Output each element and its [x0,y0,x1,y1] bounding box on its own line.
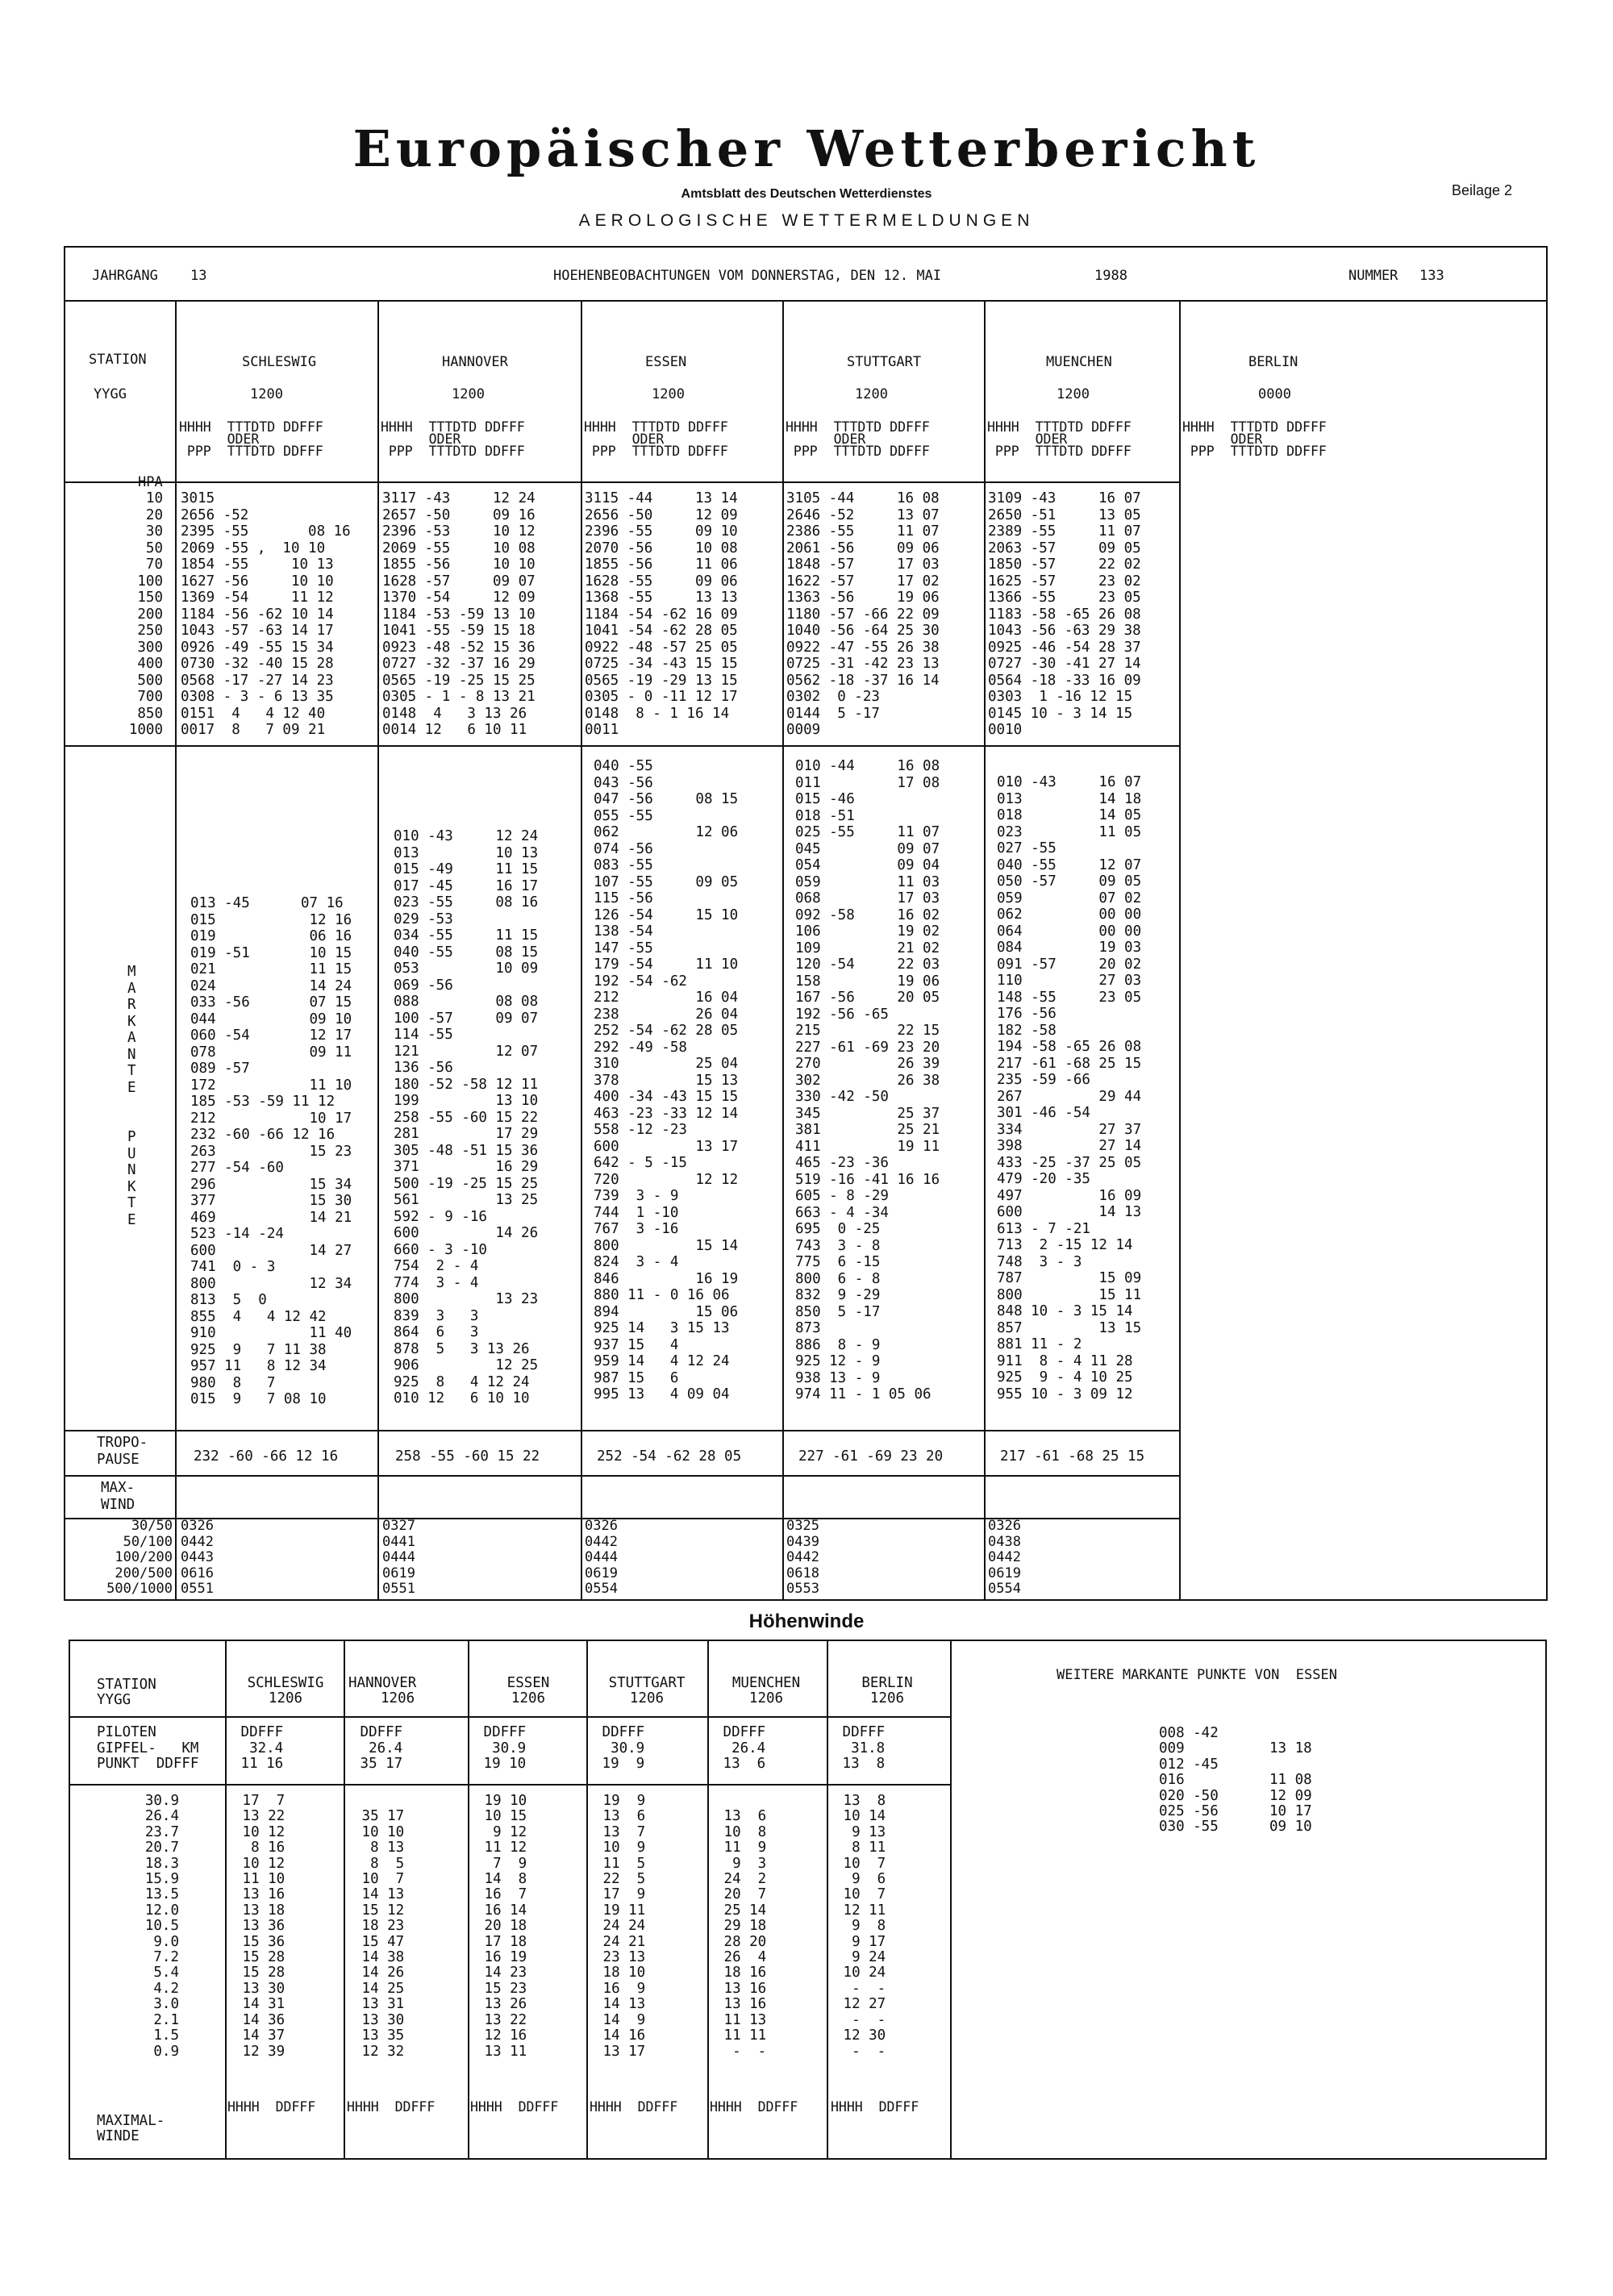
section-heading: AEROLOGISCHE WETTERMELDUNGEN [578,211,1035,230]
tropopause-hannover: 258 -55 -60 15 22 [395,1448,540,1465]
station-time-hannover: 1200 [452,386,485,402]
yygg-label: YYGG [94,386,127,402]
maxwind-muenchen: 0326 0438 0442 0619 0554 [988,1518,1021,1597]
markante-points-schleswig: 013 -45 07 16 015 12 16 019 06 16 019 -51 10 15 021 11 15 024 14 24 033 -56 07 15 044 09 10 060 -54 12 17 078 09 11 089 -57 172 11 10 185 -53 -59 11 12 212 10 17 232 -60 -66 12 16 263 15 23 277 -54 -60 296 15 34 377 15 30 469 14 21 523 -14 -24 600 14 27 741 0 - 3 800 12 34 813 5 0 855 4 4 12 42 910 11 40 925 9 7 11 38 957 11 8 12 34 980 8 7 015 9 7 08 10 [190,895,352,1407]
piloten-schleswig: DDFFF 32.4 11 16 [240,1724,284,1772]
standard-levels-hannover: 3117 -43 12 24 2657 -50 09 16 2396 -53 10 12 2069 -55 10 08 1855 -56 10 10 1628 -57 09 07 1370 -54 12 09 1184 -53 -59 13 10 1041 -55 -59 15 18 0923 -48 -52 15 36 0727 -32 -37 16 29 0565 -19 -25 15 25 0305 - 1 - 8 13 21 0148 4 3 13 26 0014 12 6 10 11 [382,490,536,738]
footer-cols-3: HHHH DDFFF [590,2099,678,2115]
station-name-berlin: BERLIN [1248,354,1298,370]
markante-points-hannover: 010 -43 12 24 013 10 13 015 -49 11 15 017 -45 16 17 023 -55 08 16 029 -53 034 -55 11 15 040 -55 08 15 053 10 09 069 -56 088 08 08 100 -57 09 07 114 -55 121 12 07 136 -56 180 -52 -58 12 11 199 13 10 258 -55 -60 15 22 281 17 29 305 -48 -51 15 36 371 16 29 500 -19 -25 15 25 561 13 25 592 - 9 -16 600 14 26 660 - 3 -10 754 2 - 4 774 3 - 4 800 13 23 839 3 3 864 6 3 878 5 3 13 26 906 12 25 925 8 4 12 24 010 12 6 10 10 [394,828,539,1406]
station-time-muenchen: 1200 [1057,386,1090,402]
tropopause-stuttgart: 227 -61 -69 23 20 [798,1448,944,1465]
footer-cols-5: HHHH DDFFF [831,2099,919,2115]
nummer-label: NUMMER [1348,268,1398,284]
station-label: STATION [89,352,147,368]
col-header-3: HHHH TTTDTD DDFFF ODER PPP TTTDTD DDFFF [786,419,930,459]
maxwind-schleswig: 0326 0442 0443 0616 0551 [181,1518,214,1597]
col-header-5: HHHH TTTDTD DDFFF ODER PPP TTTDTD DDFFF [1182,419,1327,459]
further-points-essen: 008 -42 009 13 18 012 -45 016 11 08 020 -50 12 09 025 -56 10 17 030 -55 09 10 [1159,1725,1312,1836]
col-header-4: HHHH TTTDTD DDFFF ODER PPP TTTDTD DDFFF [987,419,1132,459]
maxwind-hannover: 0327 0441 0444 0619 0551 [382,1518,415,1597]
station-time-schleswig: 1200 [250,386,283,402]
page-subtitle: Amtsblatt des Deutschen Wetterdienstes [681,187,932,201]
winds-station-essen: ESSEN 1206 [506,1675,550,1706]
winds-station-label: STATION YYGG [97,1677,156,1708]
piloten-berlin: DDFFF 31.8 13 8 [842,1724,886,1772]
page-title: Europäischer Wetterbericht [352,119,1261,178]
piloten-stuttgart: DDFFF 30.9 19 9 [602,1724,645,1772]
footer-cols-4: HHHH DDFFF [710,2099,798,2115]
maxwind-levels: 30/50 50/100 100/200 200/500 500/1000 [106,1518,173,1597]
col-header-2: HHHH TTTDTD DDFFF ODER PPP TTTDTD DDFFF [584,419,728,459]
winds-essen: 19 10 10 15 9 12 11 12 7 9 14 8 16 7 16 14 20 18 17 18 16 19 14 23 15 23 13 26 13 22 12 16 13 11 [484,1793,527,2060]
hpa-label: HPA [138,474,163,490]
winds-berlin: 13 8 10 14 9 13 8 11 10 7 9 6 10 7 12 11 9 8 9 17 9 24 10 24 - - 12 27 - - 12 30 - - [843,1793,886,2060]
piloten-muenchen: DDFFF 26.4 13 6 [723,1724,766,1772]
station-name-hannover: HANNOVER [442,354,508,370]
footer-cols-2: HHHH DDFFF [470,2099,559,2115]
piloten-essen: DDFFF 30.9 19 10 [483,1724,527,1772]
footer-cols-0: HHHH DDFFF [227,2099,316,2115]
piloten-hannover: DDFFF 26.4 35 17 [360,1724,403,1772]
winds-station-hannover: HANNOVER 1206 [348,1675,417,1706]
jahrgang-label: JAHRGANG [92,268,158,284]
pressure-levels: 10 20 30 50 70 100 150 200 250 300 400 500 700 850 1000 [128,490,163,738]
col-header-1: HHHH TTTDTD DDFFF ODER PPP TTTDTD DDFFF [381,419,525,459]
observation-date: HOEHENBEOBACHTUNGEN VOM DONNERSTAG, DEN 12. MAI [553,268,942,284]
winds-section-title: Höhenwinde [748,1611,865,1632]
info-row-divider [64,300,1548,302]
further-points-title: WEITERE MARKANTE PUNKTE VON ESSEN [1057,1667,1337,1683]
station-time-stuttgart: 1200 [855,386,888,402]
winds-hannover: 35 17 10 10 8 13 8 5 10 7 14 13 15 12 18 23 15 47 14 38 14 26 14 25 13 31 13 30 13 35 12 32 [361,1808,405,2060]
station-time-essen: 1200 [652,386,685,402]
standard-levels-essen: 3115 -44 13 14 2656 -50 12 09 2396 -55 09 10 2070 -56 10 08 1855 -56 11 06 1628 -55 09 06 1368 -55 13 13 1184 -54 -62 16 09 1041 -54 -62 28 05 0922 -48 -57 25 05 0725 -34 -43 15 15 0565 -19 -29 13 15 0305 - 0 -11 12 17 0148 8 - 1 16 14 0011 [585,490,738,738]
tropopause-label: TROPO- PAUSE [97,1435,148,1468]
supplement-label: Beilage 2 [1452,182,1513,198]
col-header-0: HHHH TTTDTD DDFFF ODER PPP TTTDTD DDFFF [179,419,323,459]
winds-station-stuttgart: STUTTGART 1206 [608,1675,686,1706]
winds-schleswig: 17 7 13 22 10 12 8 16 10 12 11 10 13 16 13 18 13 36 15 36 15 28 15 28 13 30 14 31 14 36 14 37 12 39 [242,1793,286,2060]
station-time-berlin: 0000 [1258,386,1291,402]
maxwind-essen: 0326 0442 0444 0619 0554 [585,1518,618,1597]
markante-points-muenchen: 010 -43 16 07 013 14 18 018 14 05 023 11 05 027 -55 040 -55 12 07 050 -57 09 05 059 07 02 062 00 00 064 00 00 084 19 03 091 -57 20 02 110 27 03 148 -55 23 05 176 -56 182 -58 194 -58 -65 26 08 217 -61 -68 25 15 235 -59 -66 267 29 44 301 -46 -54 334 27 37 398 27 14 433 -25 -37 25 05 479 -20 -35 497 16 09 600 14 13 613 - 7 -21 713 2 -15 12 14 748 3 - 3 787 15 09 800 15 11 848 10 - 3 15 14 857 13 15 881 11 - 2 911 8 - 4 11 28 925 9 - 4 10 25 955 10 - 3 09 12 [997,774,1142,1402]
markante-points-stuttgart: 010 -44 16 08 011 17 08 015 -46 018 -51 025 -55 11 07 045 09 07 054 09 04 059 11 03 068 17 03 092 -58 16 02 106 19 02 109 21 02 120 -54 22 03 158 19 06 167 -56 20 05 192 -56 -65 215 22 15 227 -61 -69 23 20 270 26 39 302 26 38 330 -42 -50 345 25 37 381 25 21 411 19 11 465 -23 -36 519 -16 -41 16 16 605 - 8 -29 663 - 4 -34 695 0 -25 743 3 - 8 775 6 -15 800 6 - 8 832 9 -29 850 5 -17 873 886 8 - 9 925 12 - 9 938 13 - 9 974 11 - 1 05 06 [795,758,940,1402]
footer-cols-1: HHHH DDFFF [347,2099,436,2115]
maxwind-label: MAX- WIND [101,1480,135,1513]
winds-station-muenchen: MUENCHEN 1206 [731,1675,801,1706]
station-name-essen: ESSEN [645,354,687,370]
station-name-schleswig: SCHLESWIG [242,354,317,370]
maxwind-stuttgart: 0325 0439 0442 0618 0553 [786,1518,819,1597]
maximal-winde-label: MAXIMAL- WINDE [97,2113,165,2144]
winds-stuttgart: 19 9 13 6 13 7 10 9 11 5 22 5 17 9 19 11 24 24 24 21 23 13 18 10 16 9 14 13 14 9 14 16 13 17 [602,1793,646,2060]
jahrgang-value: 13 [190,268,207,284]
tropopause-schleswig: 232 -60 -66 12 16 [194,1448,339,1465]
winds-station-schleswig: SCHLESWIG 1206 [247,1675,324,1706]
piloten-label: PILOTEN GIPFEL- KM PUNKT DDFFF [97,1724,199,1772]
station-name-muenchen: MUENCHEN [1046,354,1112,370]
winds-station-berlin: BERLIN 1206 [861,1675,913,1706]
nummer-value: 133 [1419,268,1444,284]
winds-muenchen: 13 6 10 8 11 9 9 3 24 2 20 7 25 14 29 18 28 20 26 4 18 16 13 16 13 16 11 13 11 11 - - [723,1808,767,2060]
standard-levels-stuttgart: 3105 -44 16 08 2646 -52 13 07 2386 -55 11 07 2061 -56 09 06 1848 -57 17 03 1622 -57 17 02 1363 -56 19 06 1180 -57 -66 22 09 1040 -56 -64 25 30 0922 -47 -55 26 38 0725 -31 -42 23 13 0562 -18 -37 16 14 0302 0 -23 0144 5 -17 0009 [786,490,940,738]
tropopause-essen: 252 -54 -62 28 05 [597,1448,742,1465]
tropopause-muenchen: 217 -61 -68 25 15 [1000,1448,1145,1465]
station-name-stuttgart: STUTTGART [847,354,922,370]
standard-levels-muenchen: 3109 -43 16 07 2650 -51 13 05 2389 -55 11 07 2063 -57 09 05 1850 -57 22 02 1625 -57 23 02 1366 -55 23 05 1183 -58 -65 26 08 1043 -56 -63 29 38 0925 -46 -54 28 37 0727 -30 -41 27 14 0564 -18 -33 16 09 0303 1 -16 12 15 0145 10 - 3 14 15 0010 [988,490,1141,738]
observation-year: 1988 [1094,268,1127,284]
standard-levels-schleswig: 3015 2656 -52 2395 -55 08 16 2069 -55 , 10 10 1854 -55 10 13 1627 -56 10 10 1369 -54 11 12 1184 -56 -62 10 14 1043 -57 -63 14 17 0926 -49 -55 15 34 0730 -32 -40 15 28 0568 -17 -27 14 23 0308 - 3 - 6 13 35 0151 4 4 12 40 0017 8 7 09 21 [181,490,351,738]
markante-points-essen: 040 -55 043 -56 047 -56 08 15 055 -55 062 12 06 074 -56 083 -55 107 -55 09 05 115 -56 126 -54 15 10 138 -54 147 -55 179 -54 11 10 192 -54 -62 212 16 04 238 26 04 252 -54 -62 28 05 292 -49 -58 310 25 04 378 15 13 400 -34 -43 15 15 463 -23 -33 12 14 558 -12 -23 600 13 17 642 - 5 -15 720 12 12 739 3 - 9 744 1 -10 767 3 -16 800 15 14 824 3 - 4 846 16 19 880 11 - 0 16 06 894 15 06 925 14 3 15 13 937 15 4 959 14 4 12 24 987 15 6 995 13 4 09 04 [594,758,739,1402]
markante-punkte-label: M A R K A N T E P U N K T E [127,964,136,1228]
wind-heights: 30.9 26.4 23.7 20.7 18.3 15.9 13.5 12.0 10.5 9.0 7.2 5.4 4.2 3.0 2.1 1.5 0.9 [144,1793,179,2060]
